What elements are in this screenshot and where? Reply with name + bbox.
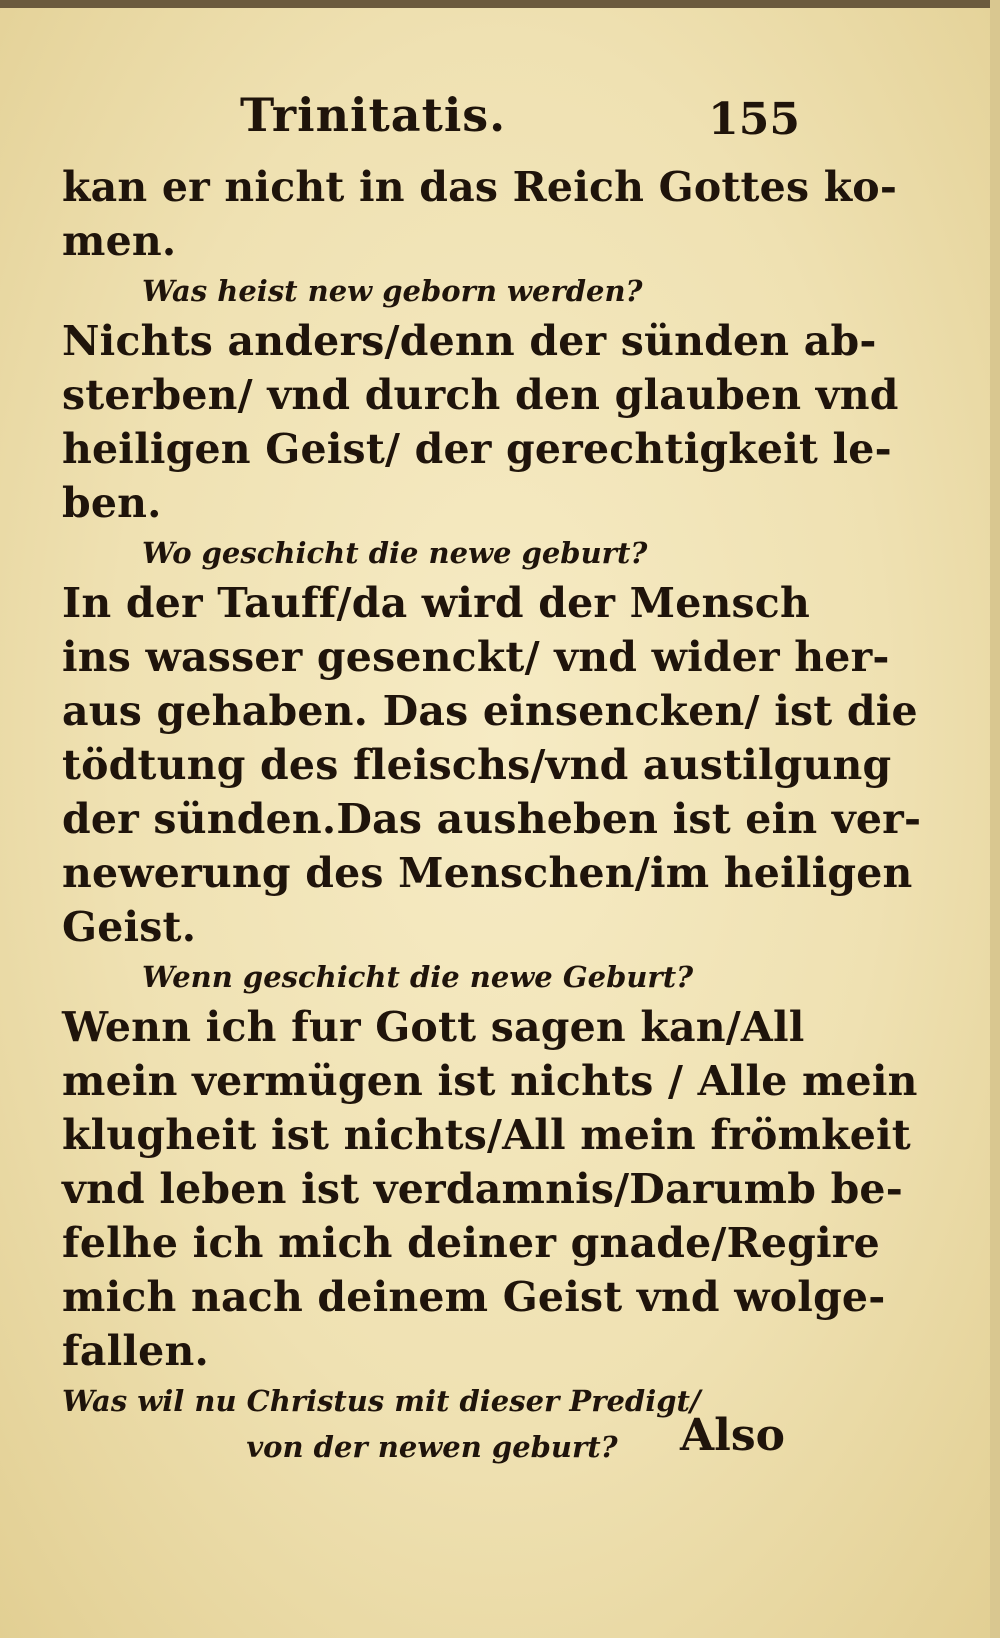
body-text	[62, 160, 922, 1470]
question-heading: Was heist new geborn werden?	[142, 274, 643, 308]
question-heading: Wenn geschicht die newe Geburt?	[142, 960, 694, 994]
text-line: In der Tauff/da wird der Mensch	[62, 579, 810, 627]
text-line: ben.	[62, 479, 162, 527]
text-line: aus gehaben. Das einsencken/ ist die	[62, 687, 918, 735]
page-top-edge	[0, 0, 1000, 8]
text-line: sterben/ vnd durch den glauben vnd	[62, 371, 899, 419]
question-heading: Wo geschicht die newe geburt?	[142, 536, 648, 570]
page-right-edge	[990, 0, 1000, 1638]
text-line: Wenn ich fur Gott sagen kan/All	[62, 1003, 805, 1051]
text-line: newerung des Menschen/im heiligen	[62, 849, 913, 897]
text-line: fallen.	[62, 1327, 209, 1375]
text-line: men.	[62, 217, 177, 265]
text-line: Nichts anders/denn der sünden ab-	[62, 317, 877, 365]
question-heading-continued: von der newen geburt?	[246, 1430, 618, 1464]
text-line: kan er nicht in das Reich Gottes ko-	[62, 163, 898, 211]
text-line: felhe ich mich deiner gnade/Regire	[62, 1219, 880, 1267]
text-line: ins wasser gesenckt/ vnd wider her-	[62, 633, 890, 681]
text-line: der sünden.Das ausheben ist ein ver-	[62, 795, 922, 843]
text-line: Geist.	[62, 903, 197, 951]
page-number: 155	[708, 94, 800, 145]
question-heading: Was wil nu Christus mit dieser Predigt/	[62, 1384, 701, 1418]
page-header	[240, 88, 800, 148]
text-line: mein vermügen ist nichts / Alle mein	[62, 1057, 918, 1105]
text-line: tödtung des fleischs/vnd austilgung	[62, 741, 892, 789]
text-line: heiligen Geist/ der gerechtigkeit le-	[62, 425, 892, 473]
text-line: klugheit ist nichts/All mein frömkeit	[62, 1111, 911, 1159]
text-line: mich nach deinem Geist vnd wolge-	[62, 1273, 886, 1321]
catchword: Also	[680, 1410, 785, 1461]
running-head: Trinitatis.	[240, 88, 507, 142]
text-line: vnd leben ist verdamnis/Darumb be-	[62, 1165, 903, 1213]
